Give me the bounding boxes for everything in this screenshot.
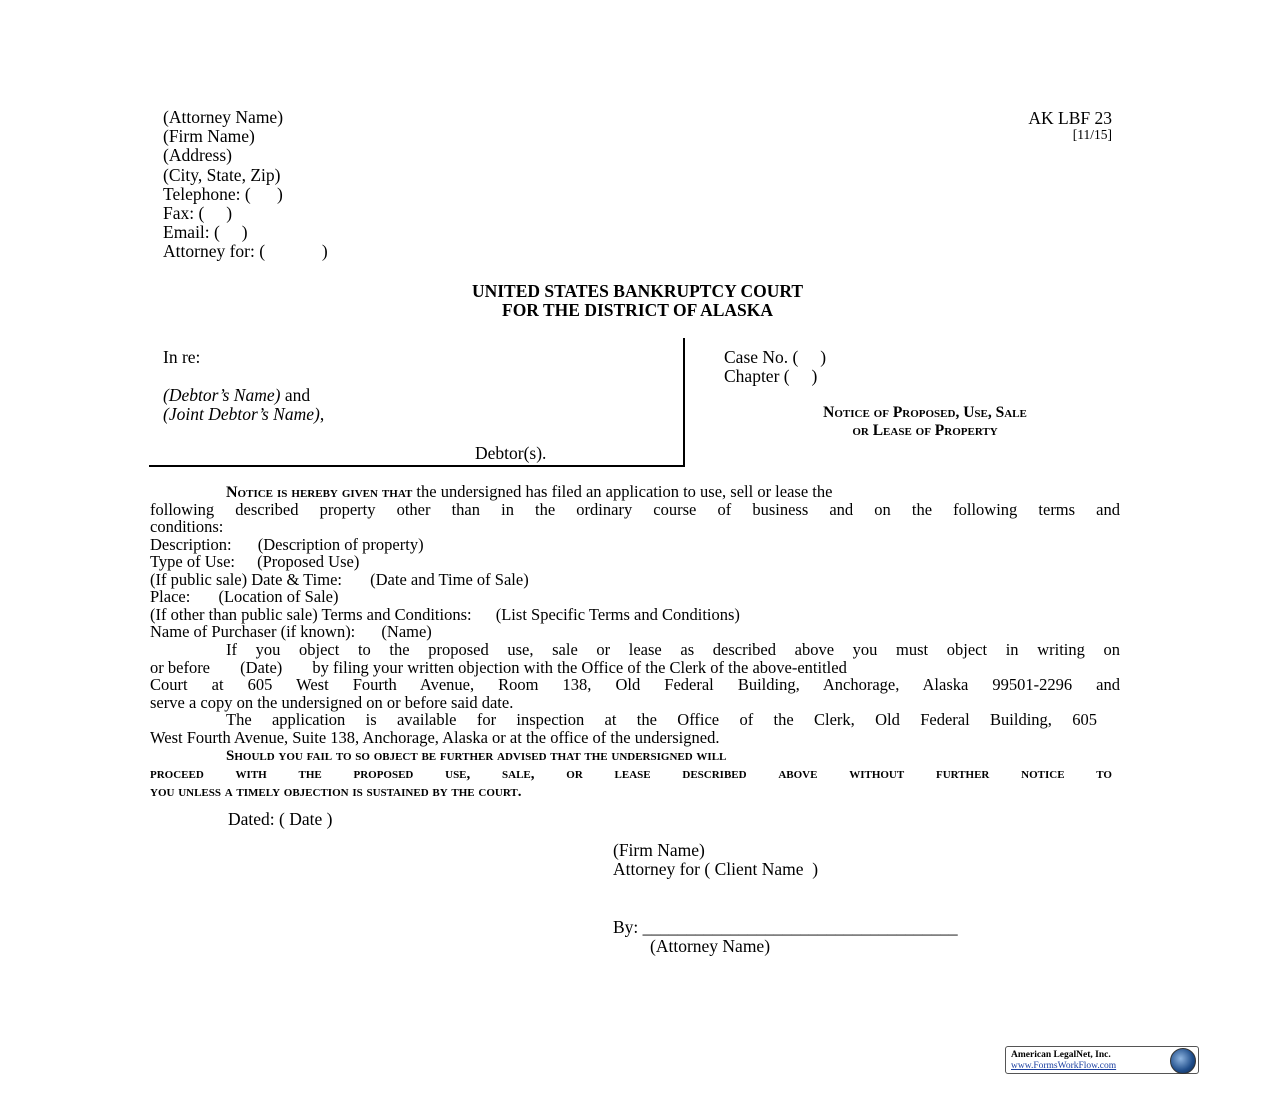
attorney-name-line: (Attorney Name) <box>163 107 284 127</box>
notice-paragraph-line2: following described property other than in the ordinary course of business and on the following terms and <box>150 500 1120 519</box>
debtor-name-placeholder: (Debtor’s Name) <box>163 385 281 405</box>
firm-name-line: (Firm Name) <box>163 126 255 147</box>
fax-line: Fax: ( ) <box>163 203 233 224</box>
form-id: AK LBF 23 <box>1028 108 1112 128</box>
field-value: (Description of property) <box>257 535 424 554</box>
document-title-line1: Notice of Proposed, Use, Sale <box>823 404 1027 421</box>
field-value: (List Specific Terms and Conditions) <box>495 605 740 624</box>
telephone-line: Telephone: ( ) <box>163 183 283 204</box>
city-state-zip-line: (City, State, Zip) <box>163 164 281 185</box>
attorney-info-block <box>163 108 328 262</box>
objection-or-before: or before <box>150 658 211 677</box>
chapter-number: Chapter ( ) <box>724 366 818 386</box>
debtor-name <box>163 385 310 406</box>
field-purchaser <box>150 623 432 641</box>
address-line: (Address) <box>163 145 233 166</box>
dated-line: Dated: ( Date ) <box>228 809 333 829</box>
field-label: (If public sale) Date & Time: <box>150 570 343 589</box>
attorney-for-line: Attorney for: ( ) <box>163 241 328 262</box>
inspection-line1: The application is available for inspection at the Office of the Clerk, Old Federal Building, 605 <box>226 710 1097 729</box>
field-label: Description: <box>150 535 232 554</box>
signature-attorney-name: (Attorney Name) <box>650 936 771 956</box>
signature-by-line: By: ____________________________________ <box>613 917 958 937</box>
field-value: (Location of Sale) <box>218 587 339 606</box>
field-date-time <box>150 571 529 589</box>
joint-debtor-name <box>163 404 324 425</box>
field-type-of-use <box>150 553 359 571</box>
joint-debtor-comma: , <box>319 404 325 424</box>
objection-date: (Date) <box>240 658 283 677</box>
field-label: Name of Purchaser (if known): <box>150 622 356 641</box>
email-line: Email: ( ) <box>163 222 248 243</box>
document-title-line2: or Lease of Property <box>852 422 998 439</box>
in-re-label: In re: <box>163 347 201 367</box>
joint-debtor-placeholder: (Joint Debtor’s Name) <box>163 404 320 424</box>
notice-lead: Notice is hereby given that <box>226 484 413 501</box>
signature-firm-name: (Firm Name) <box>613 840 705 860</box>
notice-paragraph-line3: conditions: <box>150 517 224 536</box>
field-value: (Proposed Use) <box>257 552 360 571</box>
warning-line2: proceed with the proposed use, sale, or lease described above without further notice to <box>150 766 1112 782</box>
court-district: FOR THE DISTRICT OF ALASKA <box>502 300 773 320</box>
field-terms <box>150 606 740 624</box>
warning-line1: Should you fail to so object be further advised that the undersigned will <box>226 748 727 764</box>
warning-line3: you unless a timely objection is sustained by the court. <box>150 784 522 800</box>
form-revision: [11/15] <box>1072 127 1112 142</box>
globe-icon <box>1170 1048 1196 1074</box>
notice-line1-rest: the undersigned has filed an application to use, sell or lease the <box>412 482 833 501</box>
field-value: (Name) <box>381 622 432 641</box>
case-number: Case No. ( ) <box>724 347 827 367</box>
objection-rest: by filing your written objection with the Office of the Clerk of the above-entitled <box>312 658 847 677</box>
objection-line3: Court at 605 West Fourth Avenue, Room 138, Old Federal Building, Anchorage, Alaska 99501-2296 and <box>150 675 1120 694</box>
field-value: (Date and Time of Sale) <box>370 570 529 589</box>
field-label: Place: <box>150 587 191 606</box>
field-description <box>150 536 424 554</box>
objection-line2 <box>150 659 847 677</box>
american-legalnet-logo[interactable] <box>1005 1046 1199 1074</box>
notice-paragraph-line1 <box>226 483 832 502</box>
debtor-and: and <box>280 385 311 405</box>
court-name: UNITED STATES BANKRUPTCY COURT <box>471 281 804 301</box>
website-link[interactable]: www.FormsWorkFlow.com <box>1011 1061 1117 1071</box>
objection-line1: If you object to the proposed use, sale or lease as described above you must object in writing on <box>226 640 1120 659</box>
field-label: (If other than public sale) Terms and Conditions: <box>150 605 472 624</box>
company-name: American LegalNet, Inc. <box>1011 1050 1111 1060</box>
field-label: Type of Use: <box>150 552 235 571</box>
inspection-line2: West Fourth Avenue, Suite 138, Anchorage, Alaska or at the office of the undersigned. <box>150 728 720 747</box>
debtors-label: Debtor(s). <box>475 443 547 463</box>
field-place <box>150 588 339 606</box>
signature-attorney-for: Attorney for ( Client Name ) <box>613 859 819 879</box>
objection-line4: serve a copy on the undersigned on or before said date. <box>150 693 514 712</box>
